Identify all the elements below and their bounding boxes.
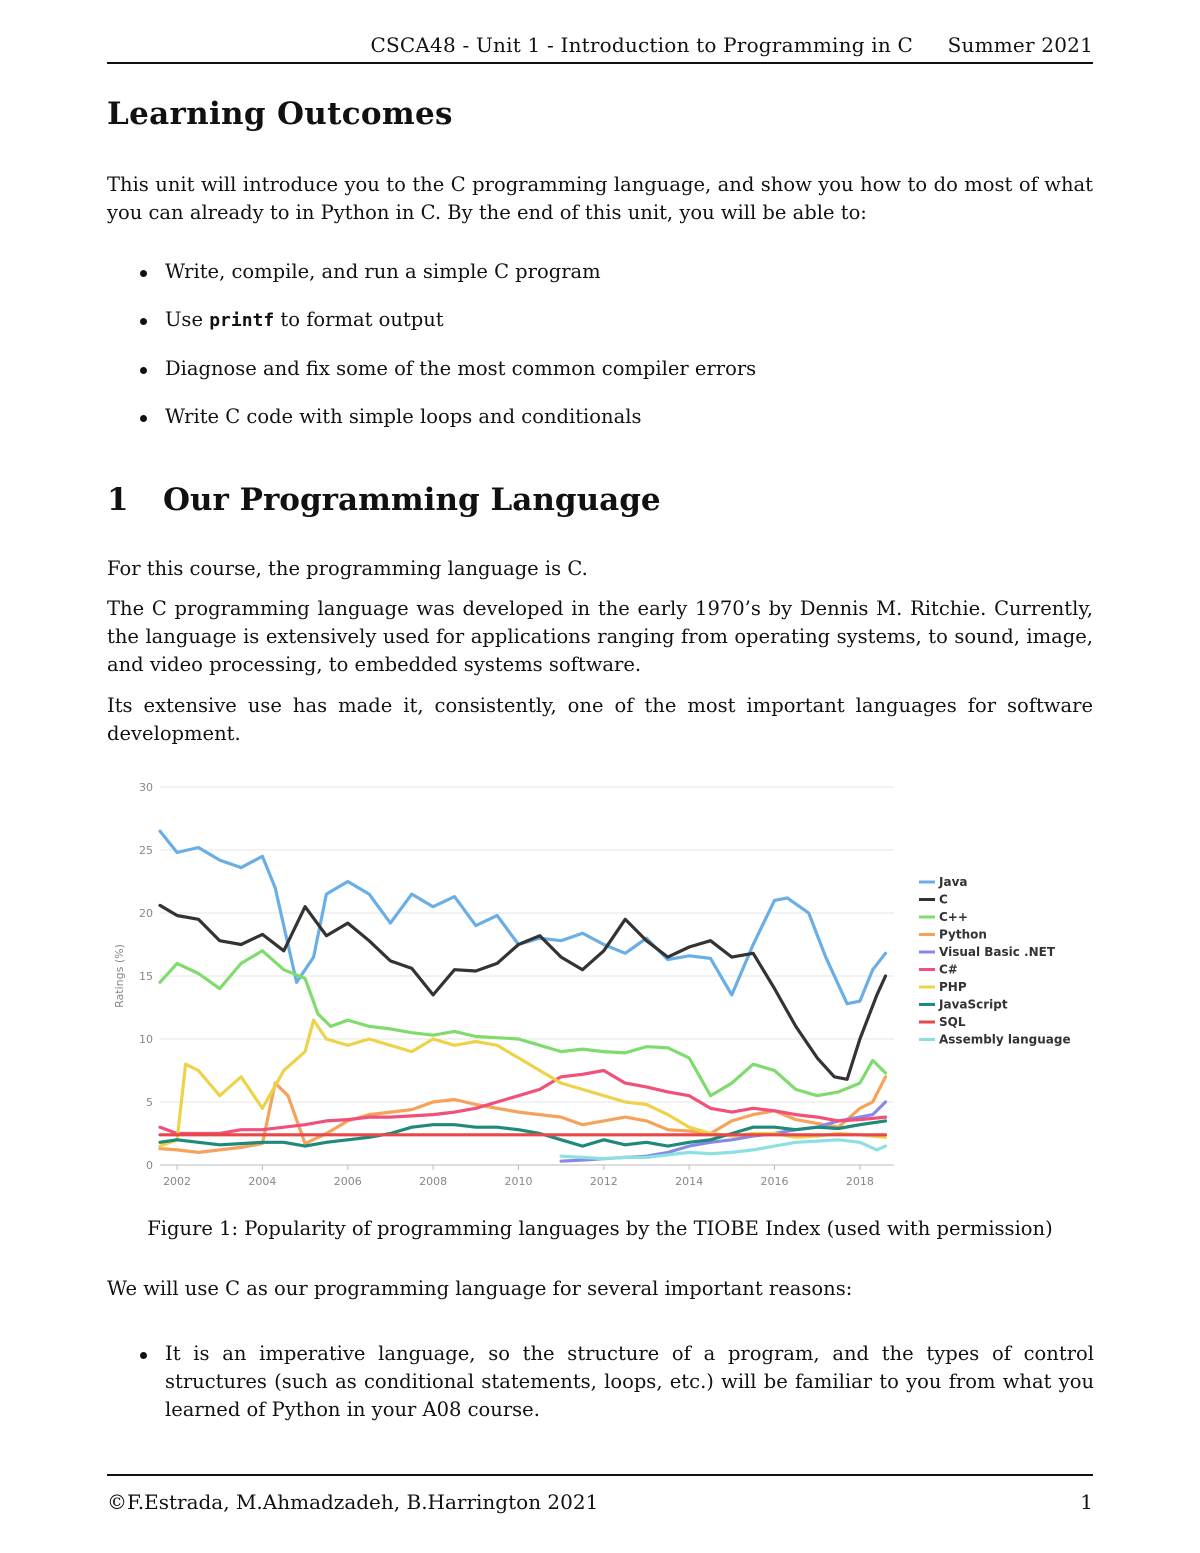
legend-label: Assembly language [939,1032,1071,1047]
y-axis-label: Ratings (%) [113,944,126,1008]
bullet-icon [140,1352,147,1359]
learning-outcomes-intro: This unit will introduce you to the C programming language, and show you how to do most of what you can already to in Python in C. By the end of this unit, you will be able to: [107,173,1093,224]
x-tick-label: 2006 [333,1175,362,1188]
legend-label: JavaScript [939,997,1008,1012]
footer-copyright: ©F.Estrada, M.Ahmadzadeh, B.Harrington 2021 [107,1490,599,1514]
bullet-icon [140,415,147,422]
section-number: 1 [107,482,129,518]
page-header [107,30,1093,64]
tiobe-chart [107,772,1107,1202]
paragraph: Its extensive use has made it, consistently, one of the most important languages for software development. [107,694,1093,745]
learning-outcomes-list [138,258,1094,431]
x-tick-label: 2002 [163,1175,192,1188]
y-tick-label: 20 [139,907,153,920]
reasons-list [138,1340,1094,1424]
header-title: CSCA48 - Unit 1 - Introduction to Programming in C [370,33,913,57]
paragraph: For this course, the programming language is C. [107,557,588,580]
x-tick-label: 2018 [845,1175,874,1188]
x-tick-label: 2004 [248,1175,277,1188]
learning-outcomes-heading: Learning Outcomes [107,96,453,132]
legend-label: Python [939,927,987,942]
page-number: 1 [1080,1490,1093,1514]
y-tick-label: 30 [139,781,153,794]
inline-code-printf: printf [209,310,275,331]
paragraph: The C programming language was developed in the early 1970’s by Dennis M. Ritchie. Currently, the language is extensively used for applications ranging from operating systems, to sound, image, and video processing, to embedded systems software. [107,597,1093,676]
legend-label: C# [939,962,958,977]
list-item: Diagnose and fix some of the most common compiler errors [138,355,1094,383]
bullet-icon [140,318,147,325]
y-tick-label: 5 [146,1096,153,1109]
section-heading [107,482,661,518]
legend-label: PHP [939,980,967,994]
legend-label: C++ [939,910,968,924]
section-title: Our Programming Language [163,482,661,518]
x-tick-label: 2016 [760,1175,789,1188]
list-item: Use printf to format output [138,306,1094,335]
legend-label: SQL [939,1015,966,1029]
legend-label: C [939,892,948,907]
bullet-icon [140,270,147,277]
x-tick-label: 2008 [419,1175,448,1188]
chart-svg [107,772,1107,1202]
bullet-icon [140,367,147,374]
paragraph: We will use C as our programming language for several important reasons: [107,1277,853,1300]
y-tick-label: 0 [146,1159,153,1172]
series-line [160,951,886,1096]
x-tick-label: 2012 [589,1175,618,1188]
list-item: Write, compile, and run a simple C program [138,258,1094,286]
page-footer [107,1474,1093,1516]
x-tick-label: 2014 [675,1175,704,1188]
header-term: Summer 2021 [947,33,1093,57]
y-tick-label: 25 [139,844,153,857]
series-line [160,831,886,1004]
list-item: It is an imperative language, so the structure of a program, and the types of control structures (such as conditional statements, loops, etc.) will be familiar to you from what you learned of Python in your A08 course. [138,1340,1094,1424]
y-tick-label: 10 [139,1033,153,1046]
figure-caption: Figure 1: Popularity of programming languages by the TIOBE Index (used with permission) [147,1217,1053,1240]
y-tick-label: 15 [139,970,153,983]
series-line [160,905,886,1079]
x-tick-label: 2010 [504,1175,533,1188]
list-item: Write C code with simple loops and conditionals [138,403,1094,431]
legend-label: Visual Basic .NET [939,945,1056,959]
legend-label: Java [939,875,968,889]
